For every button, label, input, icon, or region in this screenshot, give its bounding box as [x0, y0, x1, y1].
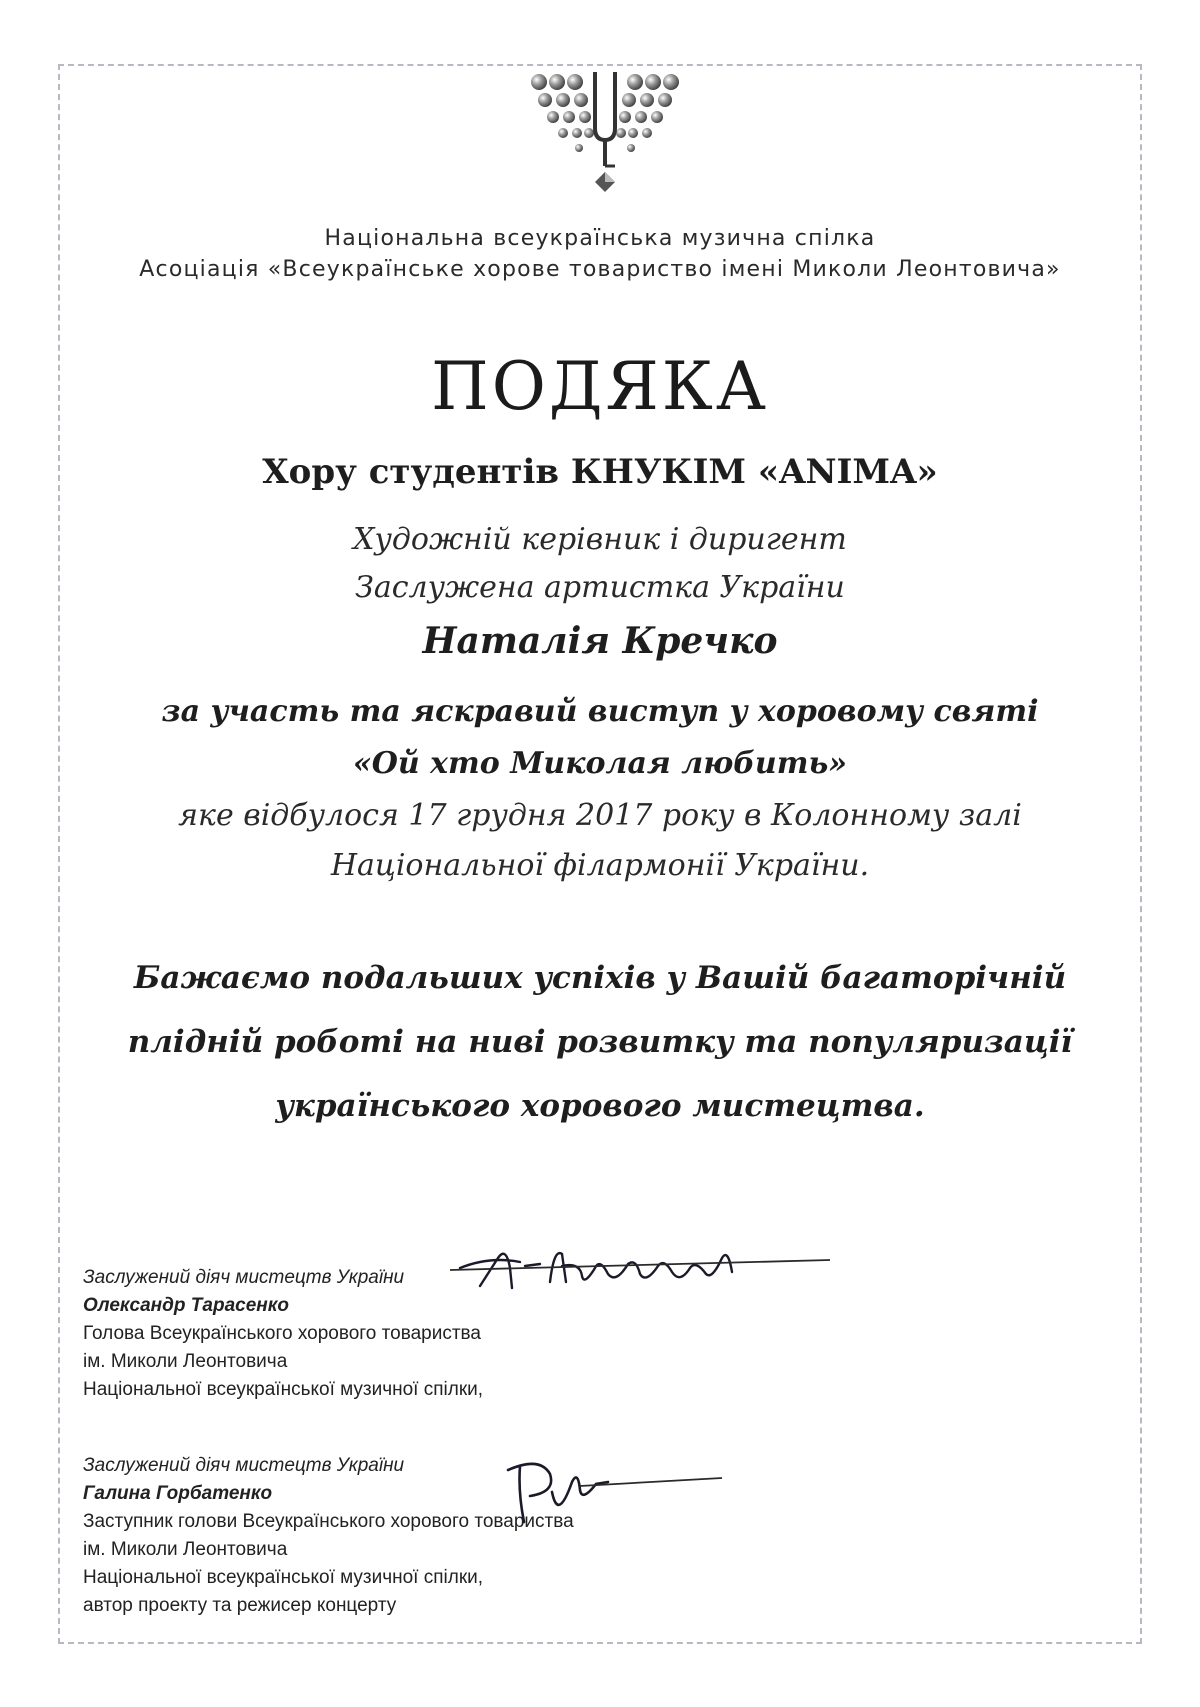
signatory-1-title: Заслужений діяч мистецтв України [83, 1267, 405, 1288]
logo-dot [642, 128, 652, 138]
logo-dot [658, 93, 672, 107]
signatory-2-position-4: автор проекту та режисер концерту [83, 1595, 397, 1616]
logo-dot [640, 93, 654, 107]
logo-dot [619, 111, 631, 123]
signatory-1-name: Олександр Тарасенко [83, 1295, 289, 1316]
signatory-2-position-3: Національної всеукраїнської музичної спілки, [83, 1567, 484, 1588]
logo-dot [627, 74, 643, 90]
signatory-2-name: Галина Горбатенко [83, 1483, 273, 1504]
signatory-2-title: Заслужений діяч мистецтв України [83, 1455, 405, 1476]
org-line-1: Національна всеукраїнська музична спілка [324, 226, 876, 251]
wish-line-3: українського хорового мистецтва. [275, 1088, 925, 1124]
signatory-2-position-2: ім. Миколи Леонтовича [83, 1539, 288, 1560]
signatory-1 [83, 1264, 483, 1404]
logo-dot [645, 74, 661, 90]
signatory-1-position-3: Національної всеукраїнської музичної спілки, [83, 1379, 484, 1400]
logo-dot [663, 74, 679, 90]
wish-line-2: плідній роботі на ниві розвитку та популяризації [127, 1024, 1073, 1060]
org-line-2: Асоціація «Всеукраїнське хорове товариство імені Миколи Леонтовича» [139, 257, 1061, 282]
logo-dot [549, 74, 565, 90]
logo-dot [584, 128, 594, 138]
logo-dot [575, 144, 583, 152]
conductor-role-1: Художній керівник і диригент [353, 522, 847, 557]
wish-line-1: Бажаємо подальших успіхів у Вашій багаторічній [133, 960, 1067, 996]
choir-logo-icon [525, 70, 685, 210]
signatory-2-position-1: Заступник голови Всеукраїнського хорового товариства [83, 1511, 574, 1532]
logo-dot [651, 111, 663, 123]
logo-dot [572, 128, 582, 138]
recipient-name: Хору студентів КНУКІМ «ANIMA» [262, 452, 938, 492]
signatory-1-position-1: Голова Всеукраїнського хорового товариства [83, 1323, 481, 1344]
event-details-2: Національної філармонії України. [330, 848, 870, 883]
logo-dot [627, 144, 635, 152]
signatory-1-position-2: ім. Миколи Леонтовича [83, 1351, 288, 1372]
logo-dot [574, 93, 588, 107]
logo-dot [635, 111, 647, 123]
logo-dot [558, 128, 568, 138]
logo-dot [547, 111, 559, 123]
logo-dot [538, 93, 552, 107]
logo-dot [563, 111, 575, 123]
logo-dot [622, 93, 636, 107]
event-name: «Ой хто Миколая любить» [352, 746, 848, 781]
reason-line-1: за участь та яскравий виступ у хоровому святі [161, 694, 1039, 729]
logo-dot [567, 74, 583, 90]
event-details-1: яке відбулося 17 грудня 2017 року в Колонному залі [178, 798, 1022, 833]
logo-dot [616, 128, 626, 138]
logo-dot [531, 74, 547, 90]
signature-1-icon [450, 1228, 850, 1308]
logo-dot [556, 93, 570, 107]
conductor-role-2: Заслужена артистка України [355, 570, 845, 605]
certificate-title: ПОДЯКА [431, 348, 769, 425]
conductor-name: Наталія Кречко [422, 620, 778, 662]
logo-dot [579, 111, 591, 123]
signature-2-icon [500, 1452, 740, 1542]
logo-dot [628, 128, 638, 138]
